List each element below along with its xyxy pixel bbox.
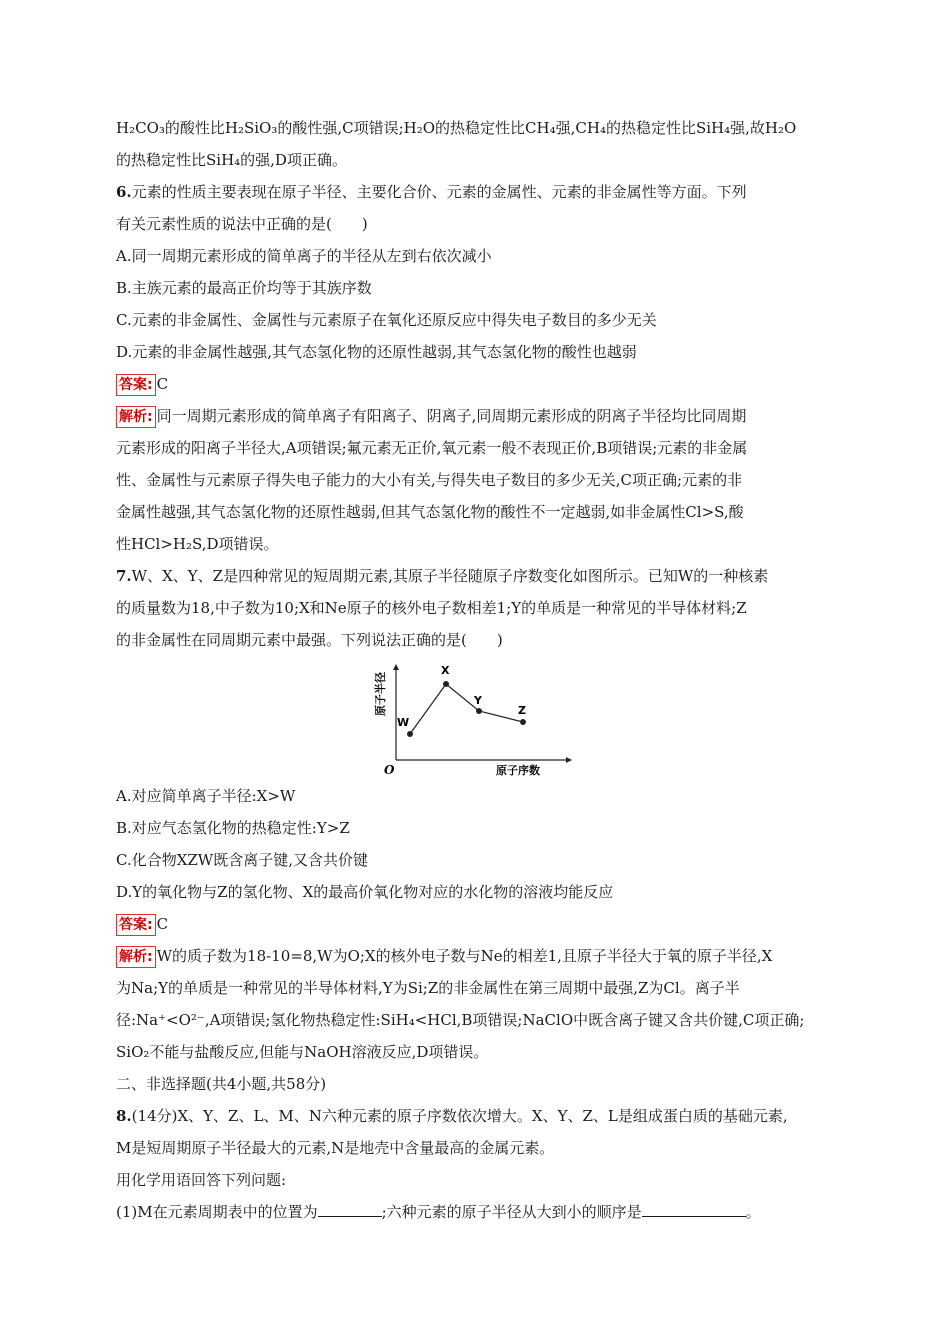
question-number: 8. [116, 1107, 132, 1125]
answer-line [116, 368, 846, 400]
option-c: C.化合物XZW既含离子键,又含共价键 [116, 851, 368, 869]
answer-tag: 答案: [116, 914, 156, 936]
sub-question-text: (1)M在元素周期表中的位置为 [116, 1203, 318, 1221]
radius-curve [410, 684, 523, 734]
question-8-stem [116, 1100, 846, 1132]
analysis-text: 同一周期元素形成的简单离子有阳离子、阴离子,同周期元素形成的阴离子半径均比同周期 [156, 407, 747, 425]
question-7-stem [116, 560, 846, 592]
analysis-tag: 解析: [116, 406, 156, 428]
analysis-text: 性、金属性与元素原子得失电子能力的大小有关,与得失电子数目的多少无关,C项正确;元素的非 [116, 471, 743, 489]
answer-value: C [156, 915, 169, 933]
option-a: A.同一周期元素形成的简单离子的半径从左到右依次减小 [116, 247, 492, 265]
document-page [116, 112, 846, 1228]
point-z [520, 719, 526, 725]
point-label-z: Z [518, 704, 526, 717]
point-label-x: X [441, 664, 450, 677]
y-axis-label: 原子半径 [374, 672, 387, 716]
origin-label: O [384, 763, 395, 777]
point-x [443, 681, 449, 687]
question-number: 6. [116, 183, 132, 201]
option-b: B.主族元素的最高正价均等于其族序数 [116, 279, 372, 297]
sub-question-1 [116, 1196, 846, 1228]
point-label-y: Y [474, 694, 482, 707]
stem-text: 元素的性质主要表现在原子半径、主要化合价、元素的金属性、元素的非金属性等方面。下列 [131, 183, 747, 201]
x-axis-arrow [566, 757, 572, 763]
question-6-stem [116, 176, 846, 208]
answer-blank[interactable] [642, 1200, 746, 1217]
answer-line [116, 908, 846, 940]
point-w [407, 731, 413, 737]
option-a: A.对应简单离子半径:X>W [116, 787, 296, 805]
analysis-text: W的质子数为18-10=8,W为O;X的核外电子数与Ne的相差1,且原子半径大于氧的原子半径,X [156, 947, 773, 965]
atomic-radius-graph [374, 660, 586, 778]
point-y [476, 708, 482, 714]
x-axis-label: 原子序数 [496, 764, 540, 777]
analysis-text: 为Na;Y的单质是一种常见的半导体材料,Y为Si;Z的非金属性在第三周期中最强,Z为Cl。离子半 [116, 979, 740, 997]
text-line: H₂CO₃的酸性比H₂SiO₃的酸性强,C项错误;H₂O的热稳定性比CH₄强,CH₄的热稳定性比SiH₄强,故H₂O [116, 119, 797, 137]
analysis-line [116, 940, 846, 972]
analysis-text: 性HCl>H₂S,D项错误。 [116, 535, 279, 553]
answer-blank[interactable] [318, 1200, 382, 1217]
analysis-text: 元素形成的阳离子半径大,A项错误;氟元素无正价,氧元素一般不表现正价,B项错误;元素的非金属 [116, 439, 748, 457]
analysis-text: 金属性越强,其气态氢化物的还原性越弱,但其气态氢化物的酸性不一定越弱,如非金属性Cl>S,酸 [116, 503, 744, 521]
analysis-line [116, 400, 846, 432]
y-axis-arrow [393, 664, 399, 670]
atomic-radius-figure [116, 660, 846, 780]
question-number: 7. [116, 567, 132, 585]
stem-text: (14分)X、Y、Z、L、M、N六种元素的原子序数依次增大。X、Y、Z、L是组成蛋白质的基础元素, [131, 1107, 788, 1125]
stem-text: 的质量数为18,中子数为10;X和Ne原子的核外电子数相差1;Y的单质是一种常见的半导体材料;Z [116, 599, 747, 617]
stem-text: 用化学用语回答下列问题: [116, 1171, 287, 1189]
option-d: D.Y的氧化物与Z的氢化物、X的最高价氧化物对应的水化物的溶液均能反应 [116, 883, 614, 901]
section-heading: 二、非选择题(共4小题,共58分) [116, 1075, 327, 1093]
answer-tag: 答案: [116, 374, 156, 396]
option-b: B.对应气态氢化物的热稳定性:Y>Z [116, 819, 350, 837]
stem-text: 的非金属性在同周期元素中最强。下列说法正确的是( ) [116, 631, 503, 649]
option-d: D.元素的非金属性越强,其气态氢化物的还原性越弱,其气态氢化物的酸性也越弱 [116, 343, 637, 361]
sub-question-text: 。 [745, 1203, 761, 1221]
analysis-text: SiO₂不能与盐酸反应,但能与NaOH溶液反应,D项错误。 [116, 1043, 489, 1061]
point-label-w: W [397, 716, 410, 729]
stem-text: M是短周期原子半径最大的元素,N是地壳中含量最高的金属元素。 [116, 1139, 555, 1157]
stem-text: 有关元素性质的说法中正确的是( ) [116, 215, 368, 233]
analysis-tag: 解析: [116, 946, 156, 968]
option-c: C.元素的非金属性、金属性与元素原子在氧化还原反应中得失电子数目的多少无关 [116, 311, 657, 329]
text-line: 的热稳定性比SiH₄的强,D项正确。 [116, 151, 347, 169]
analysis-text: 径:Na⁺<O²⁻,A项错误;氢化物热稳定性:SiH₄<HCl,B项错误;NaClO中既含离子键又含共价键,C项正确; [116, 1011, 805, 1029]
stem-text: W、X、Y、Z是四种常见的短周期元素,其原子半径随原子序数变化如图所示。已知W的一种核素 [131, 567, 769, 585]
answer-value: C [156, 375, 169, 393]
sub-question-text: ;六种元素的原子半径从大到小的顺序是 [381, 1203, 642, 1221]
